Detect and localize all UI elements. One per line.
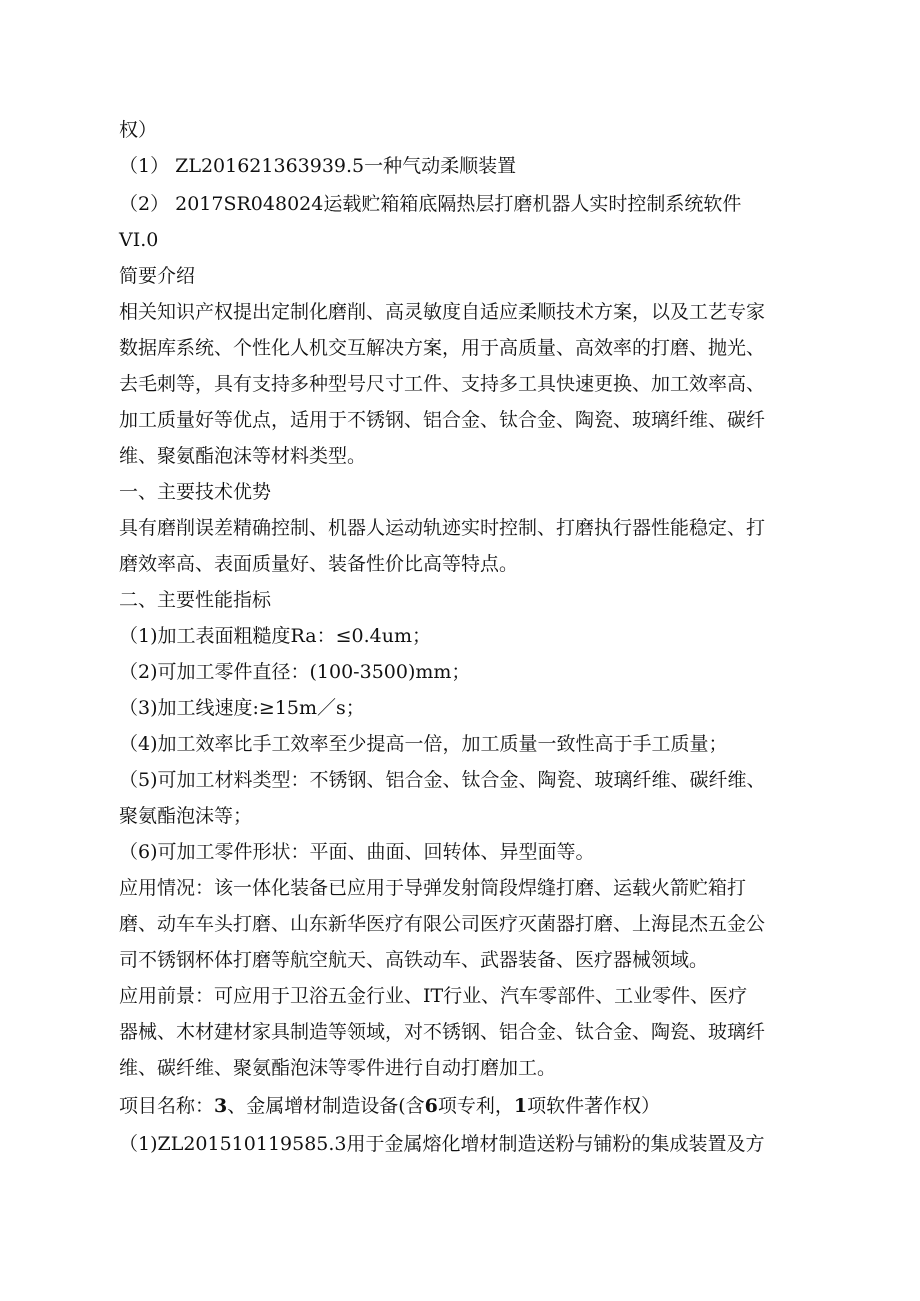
spec-item: （6)可加工零件形状：平面、曲面、回转体、异型面等。	[119, 841, 595, 863]
text-line: VI.0	[119, 229, 159, 251]
paragraph-line: 加工质量好等优点，适用于不锈钢、铝合金、钛合金、陶瓷、玻璃纤维、碳纤	[119, 409, 766, 431]
ip-item-1: （1） ZL201621363939.5一种气动柔顺装置	[119, 155, 517, 177]
paragraph-line: 磨效率高、表面质量好、装备性价比高等特点。	[119, 553, 519, 575]
project-title-part: 项专利，	[437, 1095, 514, 1117]
software-count: 1	[513, 1095, 528, 1117]
paragraph-line: 数据库系统、个性化人机交互解决方案，用于高质量、高效率的打磨、抛光、	[119, 337, 766, 359]
section-heading-advantages: 一、主要技术优势	[119, 481, 272, 503]
paragraph-line: 应用情况：该一体化装备已应用于导弹发射筒段焊缝打磨、运载火箭贮箱打	[119, 877, 747, 899]
project-number: 3	[214, 1095, 228, 1117]
paragraph-line: 去毛刺等，具有支持多种型号尺寸工件、支持多工具快速更换、加工效率高、	[119, 373, 766, 395]
paragraph-line: 应用前景：可应用于卫浴五金行业、IT行业、汽车零部件、工业零件、医疗	[119, 985, 748, 1007]
paragraph-line: 具有磨削误差精确控制、机器人运动轨迹实时控制、打磨执行器性能稳定、打	[119, 517, 766, 539]
paragraph-line: 磨、动车车头打磨、山东新华医疗有限公司医疗灭菌器打磨、上海昆杰五金公	[119, 913, 766, 935]
spec-item: （1)加工表面粗糙度Ra：≤0.4um；	[119, 625, 431, 647]
text-line: 权）	[119, 119, 158, 141]
project-label: 项目名称：	[119, 1095, 215, 1117]
ip-item-2: （2） 2017SR048024运载贮箱箱底隔热层打磨机器人实时控制系统软件	[119, 193, 742, 215]
paragraph-line: 维、聚氨酯泡沫等材料类型。	[119, 445, 367, 467]
paragraph-line: 维、碳纤维、聚氨酯泡沫等零件进行自动打磨加工。	[119, 1057, 557, 1079]
spec-item-continued: 聚氨酯泡沫等；	[119, 805, 253, 827]
paragraph-line: 相关知识产权提出定制化磨削、高灵敏度自适应柔顺技术方案，以及工艺专家	[119, 301, 766, 323]
section-heading-specs: 二、主要性能指标	[119, 589, 272, 611]
spec-item: （5)可加工材料类型：不锈钢、铝合金、钛合金、陶瓷、玻璃纤维、碳纤维、	[119, 769, 766, 791]
spec-item: （3)加工线速度:≥15m／s；	[119, 697, 365, 719]
patent-count: 6	[424, 1095, 438, 1117]
spec-item: （2)可加工零件直径：(100-3500)mm；	[119, 661, 471, 683]
project-item-1: （1)ZL201510119585.3用于金属熔化增材制造送粉与铺粉的集成装置及方	[119, 1133, 765, 1155]
project-title-part: 、金属增材制造设备(含	[227, 1095, 425, 1117]
paragraph-line: 器械、木材建材家具制造等领域，对不锈钢、铝合金、钛合金、陶瓷、玻璃纤	[119, 1021, 766, 1043]
section-heading-intro: 简要介绍	[119, 265, 196, 287]
project-title	[119, 1094, 660, 1118]
spec-item: （4)加工效率比手工效率至少提高一倍，加工质量一致性高于手工质量；	[119, 733, 728, 755]
paragraph-line: 司不锈钢杯体打磨等航空航天、高铁动车、武器装备、医疗器械领域。	[119, 949, 709, 971]
project-title-part: 项软件著作权）	[527, 1095, 661, 1117]
